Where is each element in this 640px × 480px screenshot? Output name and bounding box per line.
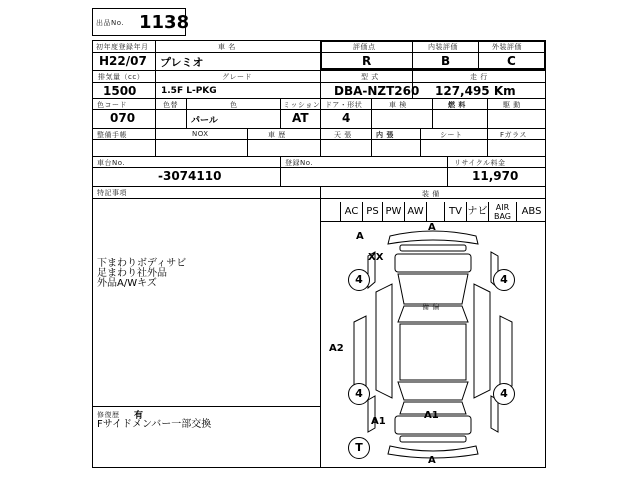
fuel-label: 燃 料 <box>448 101 466 109</box>
transmission: AT <box>292 111 309 125</box>
mark-front-top: A <box>428 222 436 233</box>
registration-label: 登録No. <box>285 159 314 167</box>
equip-abs: ABS <box>516 202 546 221</box>
repair-detail: Fサイドメンバー一部交換 <box>97 419 212 430</box>
note-line: 足まわり社外品 <box>97 268 167 279</box>
recycle-fee-label: リサイクル料金 <box>454 159 506 167</box>
reg-date-label: 初年度登録年月 <box>96 43 149 51</box>
nox-label: NOX <box>192 130 209 138</box>
drive-label: 駆 動 <box>503 101 521 109</box>
ceiling-label: 天 張 <box>334 131 352 139</box>
color-code: 070 <box>110 111 136 125</box>
wheel-front-right: 4 <box>493 269 515 291</box>
grade: 1.5F L-PKG <box>161 86 217 96</box>
vehicle-history-label: 車 歴 <box>268 131 286 139</box>
score: R <box>362 54 372 68</box>
exterior-grade: C <box>507 54 516 68</box>
listing-number-label: 出品No. <box>96 19 125 27</box>
equip-pw: PW <box>382 202 404 221</box>
exterior-grade-label: 外装評価 <box>492 43 522 51</box>
wheel-rear-right: 4 <box>493 383 515 405</box>
mark-side-left: A2 <box>329 343 344 354</box>
model-code: DBA-NZT260 <box>334 84 420 98</box>
equip-airbag: AIR BAG <box>488 202 516 221</box>
equip-ac: AC <box>340 202 362 221</box>
inspection-label: 車 検 <box>389 101 407 109</box>
chassis-label: 車台No. <box>97 159 126 167</box>
mileage-label: 走 行 <box>470 73 488 81</box>
notes-lines <box>97 259 186 289</box>
remarks-label: 備 偏 <box>422 303 440 311</box>
color-label: 色 <box>230 101 238 109</box>
wheel-rear-left: 4 <box>348 383 370 405</box>
spare-tire: T <box>348 437 370 459</box>
grade-label: グレード <box>222 73 252 81</box>
chassis-number: -3074110 <box>158 169 222 183</box>
score-label: 評価点 <box>353 43 376 51</box>
doors-label: ドア・形状 <box>325 101 363 109</box>
color: パール <box>191 116 218 126</box>
displacement: 1500 <box>103 84 137 98</box>
seat-label: シート <box>440 131 463 139</box>
note-line: 下まわりボディサビ <box>97 258 187 269</box>
car-name-label: 車 名 <box>218 43 236 51</box>
transmission-label: ミッション <box>283 101 321 109</box>
equip-aw: AW <box>404 202 426 221</box>
interior-grade-label: 内装評価 <box>428 43 458 51</box>
color-change-label: 色替 <box>163 101 178 109</box>
model-label: 型 式 <box>361 73 379 81</box>
recycle-fee: 11,970 <box>472 169 519 183</box>
maintenance-book-label: 整備手帳 <box>97 131 127 139</box>
mark-xx: XX <box>368 252 384 263</box>
repair-history-label: 修復歴 <box>97 411 120 419</box>
equipment-label: 装 備 <box>422 190 440 198</box>
displacement-label: 排気量（cc） <box>98 73 145 81</box>
mark-rear-center: A1 <box>424 410 439 421</box>
wheel-front-left: 4 <box>348 269 370 291</box>
doors: 4 <box>342 111 351 125</box>
interior-grade: B <box>441 54 451 68</box>
equip-tv: TV <box>444 202 466 221</box>
mileage: 127,495 Km <box>435 84 516 98</box>
mark-rear-left: A1 <box>371 416 386 427</box>
car-name: プレミオ <box>160 56 204 69</box>
reg-date: H22/07 <box>99 54 147 68</box>
listing-number: 1138 <box>139 12 190 33</box>
note-line: 外品A/Wキズ <box>97 278 157 289</box>
front-glass-label: Fガラス <box>500 131 527 139</box>
mark-front-left: A <box>356 231 364 242</box>
color-code-label: 色コード <box>97 101 127 109</box>
mark-rear-bottom: A <box>428 455 436 466</box>
equip-ps: PS <box>362 202 382 221</box>
listing-number-box <box>92 8 190 36</box>
vehicle-diagram <box>320 222 546 468</box>
notes-label: 特記事項 <box>97 189 127 197</box>
interior-trim-label: 内 張 <box>376 131 394 139</box>
equip-blank <box>426 202 444 221</box>
repair-history-value: 有 <box>134 411 144 421</box>
equip-navi: ナビ <box>466 202 488 221</box>
